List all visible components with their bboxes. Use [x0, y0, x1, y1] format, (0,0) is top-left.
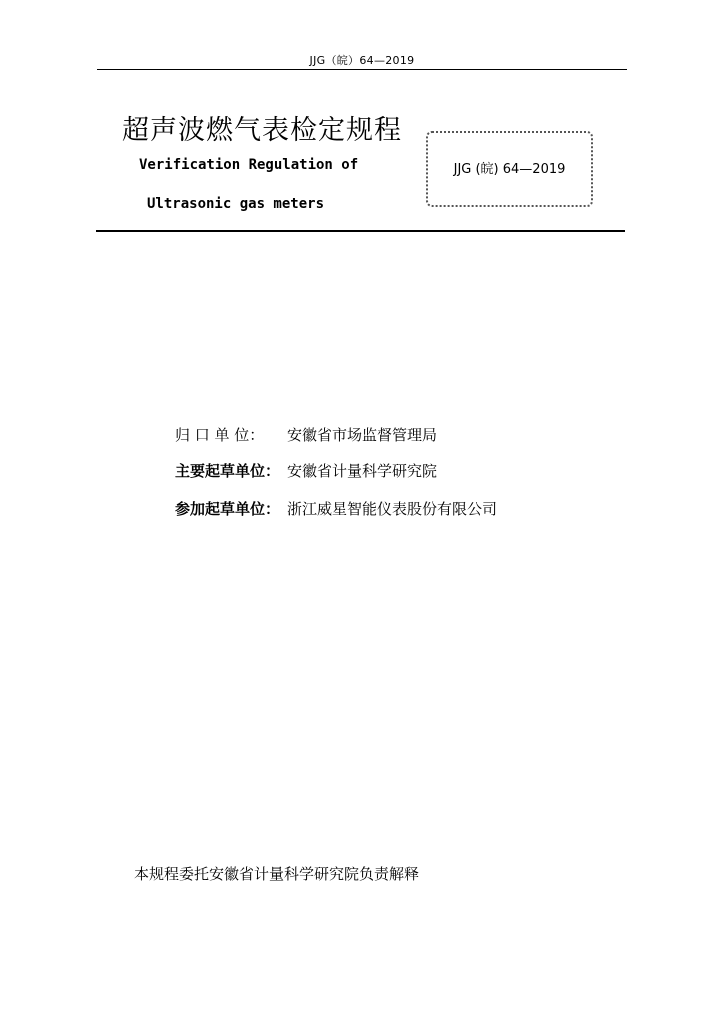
- org-value: 安徽省计量科学研究院: [287, 462, 438, 480]
- org-label: 参加起草单位：: [175, 500, 281, 518]
- org-value: 安徽省市场监督管理局: [287, 426, 438, 444]
- org-row-responsible: [175, 424, 437, 445]
- title-english-line2: Ultrasonic gas meters: [147, 196, 325, 212]
- regulation-code: JJG (皖) 64—2019: [453, 161, 566, 177]
- header-rule: [97, 69, 627, 70]
- org-row-main-drafter: [175, 460, 437, 481]
- org-row-participating-drafter: [175, 498, 497, 519]
- title-rule: [96, 230, 625, 232]
- org-label: 归 口 单 位：: [175, 426, 265, 444]
- org-value: 浙江威星智能仪表股份有限公司: [287, 500, 498, 518]
- title-chinese: 超声波燃气表检定规程: [122, 115, 402, 146]
- interpretation-note: 本规程委托安徽省计量科学研究院负责解释: [134, 865, 420, 883]
- header-document-code: JJG（皖）64—2019: [309, 54, 415, 67]
- org-label: 主要起草单位：: [175, 462, 281, 480]
- regulation-code-box: [426, 131, 593, 207]
- title-english-line1: Verification Regulation of: [139, 157, 359, 173]
